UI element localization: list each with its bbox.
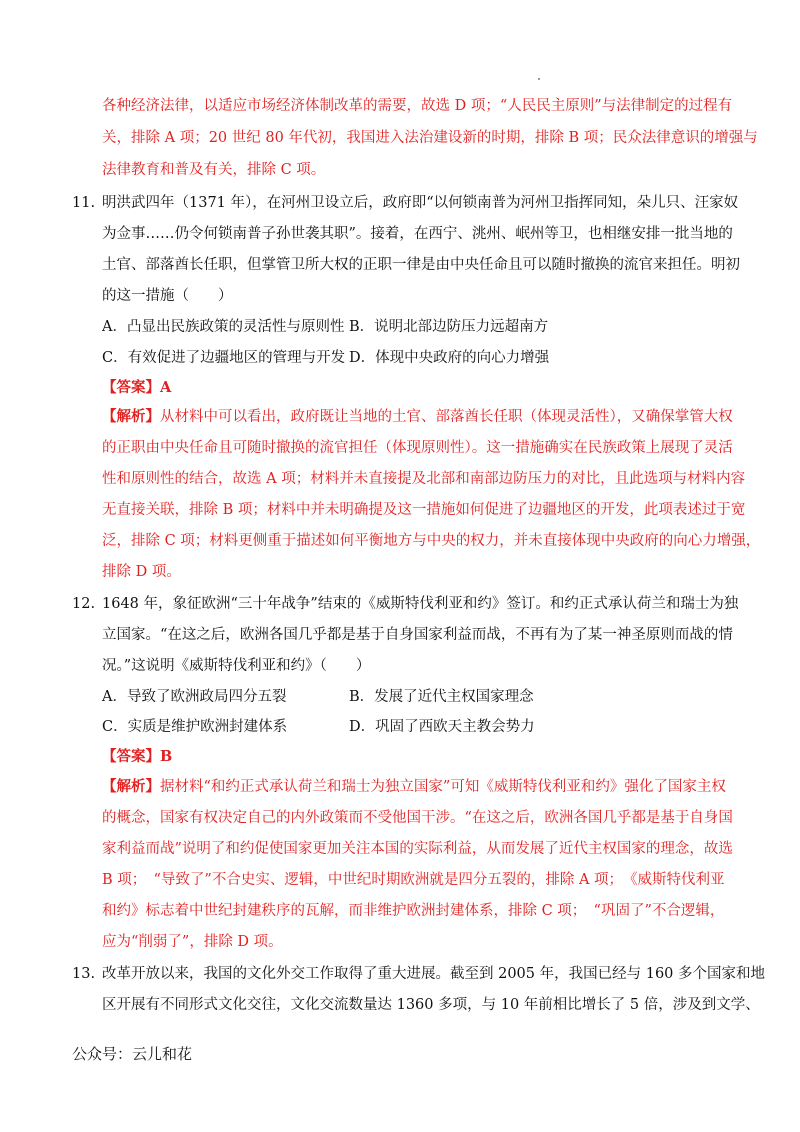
q11-analysis-6: 排除 D 项。 [102,564,181,580]
q12-analysis-label: 【解析】 [102,778,160,795]
q11-analysis-2: 的正职由中央任命且可随时撤换的流官担任（体现原则性）。这一措施确实在民族政策上展现了灵活 [102,440,733,456]
q11-stem-2: 为佥事……仍令何锁南普子孙世袭其职”。接着，在西宁、洮州、岷州等卫，也相继安排一批当地的 [102,226,733,242]
q12-answer-value: B [160,748,173,765]
q13-stem-2: 区开展有不同形式文化交往，文化交流数量达 1360 多项，与 10 年前相比增长了 5 倍，涉及到文学、 [102,997,760,1013]
q11-analysis-5: 泛，排除 C 项；材料更侧重于描述如何平衡地方与中央的权力，并未直接体现中央政府的向心力增强， [102,533,761,549]
q13-number: 13. [72,966,96,982]
q11-analysis-1 [102,407,733,427]
q12-analysis-2: 的概念，国家有权决定自己的内外政策而不受他国干涉。“在这之后，欧洲各国几乎都是基于自身国 [102,810,733,826]
q12-analysis-5: 和约》标志着中世纪封建秩序的瓦解，而非维护欧洲封建体系，排除 C 项； “巩固了”不合逻辑， [102,903,725,919]
q12-answer [102,747,172,767]
cont-line-2: 关，排除 A 项；20 世纪 80 年代初，我国进入法治建设新的时期，排除 B 项；民众法律意识的增强与 [102,130,758,146]
cont-line-1: 各种经济法律，以适应市场经济体制改革的需要，故选 D 项；“人民民主原则”与法律制定的过程有 [102,98,733,114]
q11-option-b: B．说明北部边防压力远超南方 [349,319,549,335]
q12-analysis-3: 家利益而战”说明了和约促使国家更加关注本国的实际利益，从而发展了近代主权国家的理念，故选 [102,841,733,857]
q11-analysis-4: 无直接关联，排除 B 项；材料中并未明确提及这一措施如何促进了边疆地区的开发，此项表述过于宽 [102,502,746,518]
q12-analysis-text-1: 据材料“和约正式承认荷兰和瑞士为独立国家”可知《威斯特伐利亚和约》强化了国家主权 [160,779,726,795]
q12-stem-3: 况。”这说明《威斯特伐利亚和约》（ ） [102,658,371,674]
cont-line-3: 法律教育和普及有关，排除 C 项。 [102,162,326,178]
q12-analysis-6: 应为“削弱了”，排除 D 项。 [102,934,283,950]
q11-analysis-label: 【解析】 [102,408,160,425]
q11-number: 11. [72,195,96,211]
q11-answer [102,378,171,398]
q11-option-d: D．体现中央政府的向心力增强 [349,350,550,366]
speck-mark [538,78,540,80]
q11-option-c: C．有效促进了边疆地区的管理与开发 [102,350,346,366]
q11-analysis-text-1: 从材料中可以看出，政府既让当地的土官、部落酋长任职（体现灵活性），又确保掌管大权 [160,409,733,425]
q11-answer-value: A [160,379,172,396]
q11-option-a: A．凸显出民族政策的灵活性与原则性 [102,319,345,335]
q12-option-d: D．巩固了西欧天主教会势力 [349,719,535,735]
q12-stem-1: 1648 年，象征欧洲“三十年战争”结束的《威斯特伐利亚和约》签订。和约正式承认荷兰和瑞士为独 [102,596,739,612]
q12-answer-label: 【答案】 [102,748,160,765]
q11-stem-1: 明洪武四年（1371 年），在河州卫设立后，政府即“以何锁南普为河州卫指挥同知，朵儿只、汪家奴 [102,195,739,211]
q12-option-c: C．实质是维护欧洲封建体系 [102,719,288,735]
q12-number: 12. [72,596,96,612]
q12-stem-2: 立国家。“在这之后，欧洲各国几乎都是基于自身国家利益而战，不再有为了某一神圣原则而战的情 [102,627,733,643]
q12-option-a: A．导致了欧洲政局四分五裂 [102,689,287,705]
q11-stem-3: 土官、部落酋长任职，但掌管卫所大权的正职一律是由中央任命且可以随时撤换的流官来担任。明初 [102,257,740,273]
q12-analysis-4: B 项； “导致了”不合史实、逻辑，中世纪时期欧洲就是四分五裂的，排除 A 项； 《威斯特伐利亚 [102,872,725,888]
q11-answer-label: 【答案】 [102,379,160,396]
footer-account: 公众号：云儿和花 [72,1045,193,1063]
q11-stem-4: 的这一措施（ ） [102,288,233,304]
q13-stem-1: 改革开放以来，我国的文化外交工作取得了重大进展。截至到 2005 年，我国已经与 160 多个国家和地 [102,966,766,982]
q12-option-b: B．发展了近代主权国家理念 [349,689,534,705]
q11-analysis-3: 性和原则性的结合，故选 A 项；材料并未直接提及北部和南部边防压力的对比，且此选项与材料内容 [102,471,746,487]
q12-analysis-1 [102,777,726,797]
